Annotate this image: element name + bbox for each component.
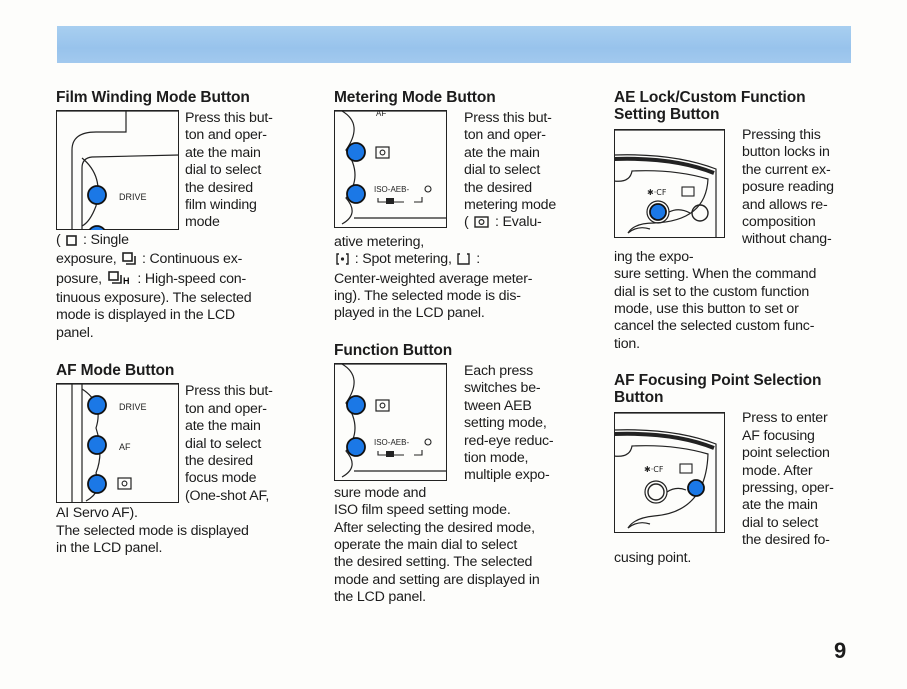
function-line-1: Each press: [464, 362, 533, 379]
high-speed-continuous-icon: [108, 271, 132, 290]
function-rest-3: operate the main dial to select: [334, 536, 518, 553]
ae-lock-rest-2: dial is set to the custom function: [614, 283, 810, 300]
ae-lock-line-3: the current ex-: [742, 161, 831, 178]
metering-line-5: the desired: [464, 179, 532, 196]
film-winding-rest-1: tinuous exposure). The selected: [56, 290, 252, 307]
af-point-line-8: the desired fo-: [742, 532, 830, 549]
heading-af-point-2: Button: [614, 389, 664, 407]
function-line-5: red-eye reduc-: [464, 432, 554, 449]
function-line-3: tween AEB: [464, 397, 532, 414]
film-winding-line-5: the desired: [185, 179, 253, 196]
section-metering: [334, 89, 574, 323]
ae-lock-line-4: posure reading: [742, 179, 834, 196]
heading-ae-lock-2: Setting Button: [614, 106, 720, 123]
section-film-winding: [56, 89, 288, 342]
film-winding-high-speed-line: posure, H : High-speed con-: [56, 271, 288, 290]
figure-ae-lock-buttons: [614, 129, 725, 238]
ae-lock-rest-5: tion.: [614, 335, 640, 352]
function-rest-1: ISO film speed setting mode.: [334, 502, 511, 519]
heading-function: Function Button: [334, 341, 453, 359]
heading-metering: Metering Mode Button: [334, 89, 496, 106]
function-line-4: setting mode,: [464, 415, 547, 432]
af-point-line-4: mode. After: [742, 462, 813, 479]
metering-partial-line: ative metering,: [334, 233, 425, 250]
film-winding-line-1: Press this but-: [185, 110, 273, 126]
af-point-line-3: point selection: [742, 445, 830, 462]
drive-button-shape: [88, 186, 106, 204]
film-winding-line-4: dial to select: [185, 162, 262, 179]
function-line-6: tion mode,: [464, 449, 529, 466]
function-rest-5: mode and setting are displayed in: [334, 571, 540, 588]
column-left: [56, 89, 288, 557]
film-winding-rest-3: panel.: [56, 324, 94, 341]
figure-af-mode-buttons: [56, 383, 179, 503]
metering-line-3: ate the main: [464, 144, 540, 161]
af-point-line-1: Press to enter: [742, 410, 828, 427]
figure-function-buttons: [334, 363, 447, 481]
section-function: [334, 342, 574, 607]
ae-lock-rest-1: sure setting. When the command: [614, 266, 817, 283]
film-winding-line-7: mode: [185, 214, 220, 231]
column-right: [614, 89, 854, 567]
svg-text:AF: AF: [376, 110, 387, 118]
film-winding-line-6: film winding: [185, 197, 257, 214]
ae-lock-rest-3: mode, use this button to set or: [614, 301, 799, 318]
figure-af-point-buttons: [614, 412, 725, 533]
af-mode-line-8: AI Servo AF).: [56, 505, 138, 522]
evaluative-metering-icon: [474, 216, 489, 233]
function-rest-2: After selecting the desired mode,: [334, 519, 535, 536]
svg-text:H: H: [122, 275, 129, 285]
metering-line-2: ton and oper-: [464, 127, 546, 144]
ae-lock-line-8: ing the expo-: [614, 248, 694, 265]
center-weighted-icon: [457, 253, 470, 270]
single-frame-icon: [66, 234, 77, 251]
figure-drive-af-buttons: [56, 110, 179, 230]
ae-lock-line-2: button locks in: [742, 144, 830, 161]
function-line-7: multiple expo-: [464, 467, 550, 484]
section-af-point: [614, 372, 854, 567]
continuous-icon: [122, 252, 136, 270]
af-point-rest-1: cusing point.: [614, 549, 692, 566]
af-point-line-2: AF focusing: [742, 427, 815, 444]
film-winding-single-line: ( : Single: [56, 232, 288, 251]
film-winding-line-3: ate the main: [185, 144, 261, 161]
af-mode-line-3: ate the main: [185, 418, 261, 435]
af-mode-line-6: focus mode: [185, 470, 257, 487]
film-winding-line-2: ton and oper-: [185, 127, 267, 144]
metering-line-4: dial to select: [464, 162, 541, 179]
heading-af-point-1: AF Focusing Point Selection: [614, 372, 822, 390]
page-number: 9: [834, 638, 847, 663]
af-mode-rest-2: in the LCD panel.: [56, 539, 163, 556]
af-mode-line-5: the desired: [185, 452, 253, 469]
metering-eval-line: ( : Evalu-: [334, 214, 574, 233]
ae-lock-rest-4: cancel the selected custom func-: [614, 318, 815, 335]
spot-metering-icon: [336, 253, 349, 270]
heading-film-winding: Film Winding Mode Button: [56, 89, 250, 106]
af-mode-line-1: Press this but-: [185, 383, 273, 400]
af-mode-rest-1: The selected mode is displayed: [56, 522, 249, 539]
function-line-2: switches be-: [464, 380, 541, 397]
column-middle: [334, 89, 574, 607]
svg-text:ISO-AEB-: ISO-AEB-: [374, 185, 410, 194]
svg-text:DRIVE: DRIVE: [119, 402, 147, 413]
section-af-mode: [56, 362, 288, 557]
metering-rest-2: ing). The selected mode is dis-: [334, 288, 521, 305]
metering-line-1: Press this but-: [464, 110, 552, 126]
heading-ae-lock-1: AE Lock/Custom Function: [614, 89, 806, 106]
af-point-line-7: dial to select: [742, 514, 819, 531]
film-winding-rest-2: mode is displayed in the LCD: [56, 307, 235, 324]
af-mode-line-2: ton and oper-: [185, 400, 267, 417]
heading-af-mode: AF Mode Button: [56, 362, 175, 380]
ae-lock-line-1: Pressing this: [742, 127, 821, 143]
metering-spot-line: : Spot metering, :: [334, 251, 574, 270]
metering-rest-3: played in the LCD panel.: [334, 305, 485, 322]
metering-line-6: metering mode: [464, 197, 557, 214]
af-mode-line-7: (One-shot AF,: [185, 487, 270, 504]
header-band: [57, 26, 851, 63]
svg-text:AF: AF: [119, 442, 131, 453]
function-line-8: sure mode and: [334, 484, 427, 501]
figure-metering-buttons: [334, 110, 447, 228]
af-point-line-6: ate the main: [742, 497, 818, 514]
section-ae-lock: [614, 89, 854, 353]
svg-text:✱·CF: ✱·CF: [647, 188, 667, 197]
fig-label-drive: DRIVE: [119, 192, 147, 202]
ae-lock-line-7: without chang-: [742, 231, 832, 248]
function-rest-4: the desired setting. The selected: [334, 554, 533, 571]
svg-text:✱·CF: ✱·CF: [644, 465, 664, 475]
af-mode-line-4: dial to select: [185, 435, 262, 452]
ae-lock-line-5: and allows re-: [742, 196, 828, 213]
film-winding-continuous-line: exposure, : Continuous ex-: [56, 251, 288, 270]
af-point-line-5: pressing, oper-: [742, 479, 834, 496]
function-rest-6: the LCD panel.: [334, 589, 426, 606]
svg-text:ISO-AEB-: ISO-AEB-: [374, 437, 410, 447]
metering-rest-1: Center-weighted average meter-: [334, 270, 533, 287]
ae-lock-line-6: composition: [742, 214, 816, 231]
